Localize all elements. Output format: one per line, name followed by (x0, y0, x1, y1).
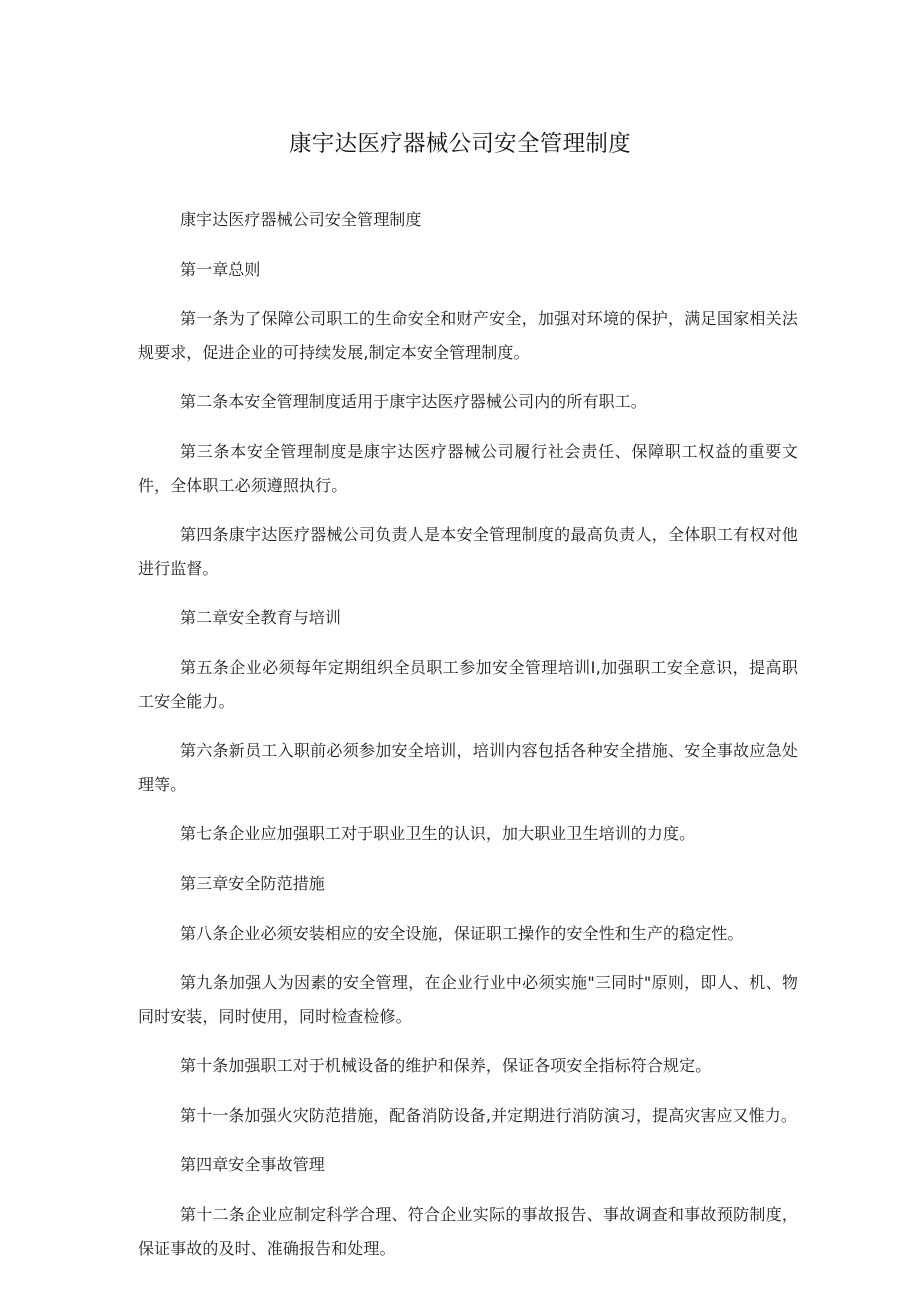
chapter-heading: 第一章总则 (180, 259, 261, 279)
paragraph: 第七条企业应加强职工对于职业卫生的认识，加大职业卫生培训的力度。 (180, 824, 696, 844)
paragraph: 第一条为了保障公司职工的生命安全和财产安全，加强对环境的保护，满足国家相关法规要求，促进企业的可持续发展,制定本安全管理制度。 (138, 309, 798, 362)
document-title: 康宇达医疗器械公司安全管理制度 (288, 131, 631, 157)
paragraph: 第三条本安全管理制度是康宇达医疗器械公司履行社会责任、保障职工权益的重要文件，全体职工必须遵照执行。 (138, 441, 798, 495)
chapter-heading: 第四章安全事故管理 (180, 1155, 325, 1175)
paragraph: 第九条加强人为因素的安全管理，在企业行业中必须实施"三同时"原则，即人、机、物同时安装，同时使用，同时检查检修。 (138, 973, 798, 1026)
paragraph: 第四条康宇达医疗器械公司负责人是本安全管理制度的最高负责人，全体职工有权对他进行监督。 (138, 525, 798, 578)
paragraph: 第六条新员工入职前必须参加安全培训，培训内容包括各种安全措施、安全事故应急处理等。 (138, 741, 798, 794)
paragraph: 第十条加强职工对于机械设备的维护和保养，保证各项安全指标符合规定。 (180, 1056, 712, 1076)
paragraph: 第十一条加强火灾防范措施，配备消防设备,并定期进行消防演习，提高灾害应又惟力。 (180, 1105, 797, 1125)
paragraph: 第十二条企业应制定科学合理、符合企业实际的事故报告、事故调查和事故预防制度，保证事故的及时、准确报告和处理。 (138, 1205, 798, 1258)
chapter-heading: 第三章安全防范措施 (180, 873, 325, 893)
paragraph: 第八条企业必须安装相应的安全设施，保证职工操作的安全性和生产的稳定性。 (180, 923, 744, 943)
paragraph: 第二条本安全管理制度适用于康宇达医疗器械公司内的所有职工。 (180, 392, 647, 412)
paragraph: 第五条企业必须每年定期组织全员职工参加安全管理培训Ⅰ,加强职工安全意识，提高职工安全能力。 (138, 657, 798, 711)
paragraph: 康宇达医疗器械公司安全管理制度 (180, 210, 422, 229)
chapter-heading: 第二章安全教育与培训 (180, 608, 342, 628)
document-body (138, 203, 798, 1281)
